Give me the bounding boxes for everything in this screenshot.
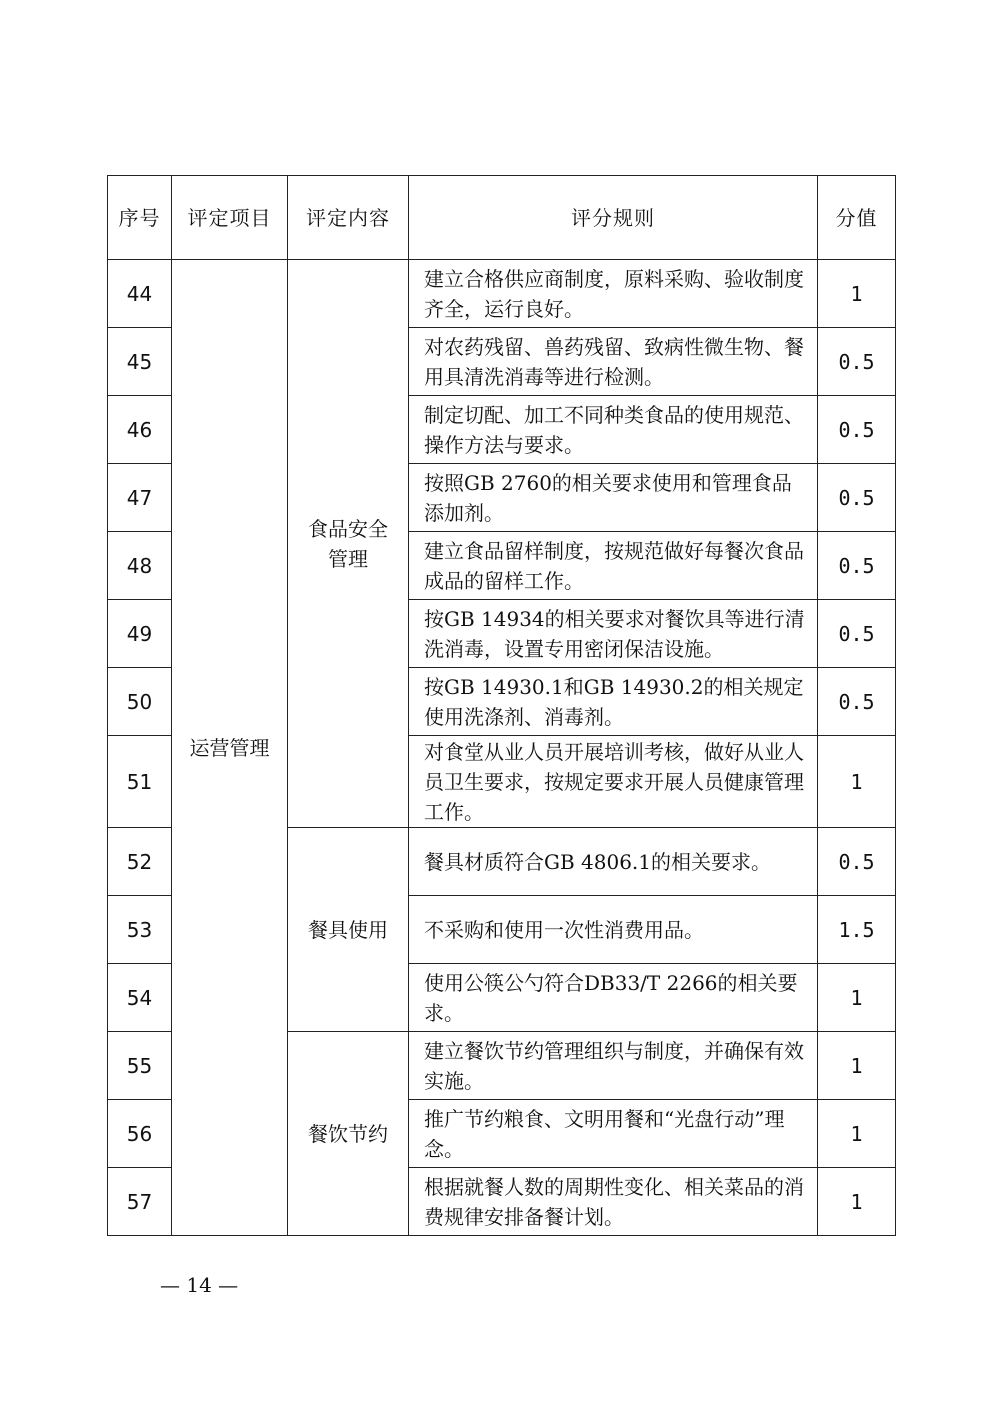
rule-cell: 建立餐饮节约管理组织与制度，并确保有效实施。 (409, 1032, 818, 1100)
table-row (108, 260, 896, 328)
content-cell (288, 1032, 409, 1236)
rule-cell: 根据就餐人数的周期性变化、相关菜品的消费规律安排备餐计划。 (409, 1168, 818, 1236)
score-cell: 0.5 (818, 828, 896, 896)
score-cell: 0.5 (818, 396, 896, 464)
row-number: 48 (108, 532, 172, 600)
rule-cell: 建立食品留样制度，按规范做好每餐次食品成品的留样工作。 (409, 532, 818, 600)
row-number: 46 (108, 396, 172, 464)
score-cell: 1 (818, 736, 896, 828)
row-number: 47 (108, 464, 172, 532)
row-number: 55 (108, 1032, 172, 1100)
header-row (108, 176, 896, 260)
score-cell: 1 (818, 260, 896, 328)
row-number: 53 (108, 896, 172, 964)
content-cell (288, 260, 409, 828)
score-cell: 1.5 (818, 896, 896, 964)
header-rule: 评分规则 (409, 176, 818, 260)
rule-cell: 建立合格供应商制度，原料采购、验收制度齐全，运行良好。 (409, 260, 818, 328)
row-number: 45 (108, 328, 172, 396)
row-number: 49 (108, 600, 172, 668)
score-cell: 1 (818, 1100, 896, 1168)
header-item: 评定项目 (172, 176, 288, 260)
scoring-table (107, 175, 896, 1236)
rule-cell: 按照GB 2760的相关要求使用和管理食品添加剂。 (409, 464, 818, 532)
row-number: 54 (108, 964, 172, 1032)
header-content: 评定内容 (288, 176, 409, 260)
page-number: — 14 — (160, 1273, 239, 1297)
content-cell (288, 828, 409, 1032)
table-body (108, 260, 896, 1236)
score-cell: 0.5 (818, 668, 896, 736)
header-num: 序号 (108, 176, 172, 260)
rule-cell: 餐具材质符合GB 4806.1的相关要求。 (409, 828, 818, 896)
row-number: 50 (108, 668, 172, 736)
rule-cell: 按GB 14930.1和GB 14930.2的相关规定使用洗涤剂、消毒剂。 (409, 668, 818, 736)
score-cell: 0.5 (818, 600, 896, 668)
rule-cell: 对食堂从业人员开展培训考核，做好从业人员卫生要求，按规定要求开展人员健康管理工作。 (409, 736, 818, 828)
content-line: 食品安全 (308, 516, 388, 541)
row-number: 44 (108, 260, 172, 328)
score-cell: 0.5 (818, 532, 896, 600)
score-cell: 1 (818, 964, 896, 1032)
content-line: 管理 (328, 546, 368, 571)
rule-cell: 制定切配、加工不同种类食品的使用规范、操作方法与要求。 (409, 396, 818, 464)
rule-cell: 不采购和使用一次性消费用品。 (409, 896, 818, 964)
rule-cell: 推广节约粮食、文明用餐和“光盘行动”理念。 (409, 1100, 818, 1168)
item-cell: 运营管理 (172, 260, 288, 1236)
rule-cell: 对农药残留、兽药残留、致病性微生物、餐用具清洗消毒等进行检测。 (409, 328, 818, 396)
row-number: 52 (108, 828, 172, 896)
content-line: 餐饮节约 (308, 1121, 388, 1146)
score-cell: 1 (818, 1032, 896, 1100)
score-cell: 0.5 (818, 464, 896, 532)
header-score: 分值 (818, 176, 896, 260)
rule-cell: 按GB 14934的相关要求对餐饮具等进行清洗消毒，设置专用密闭保洁设施。 (409, 600, 818, 668)
score-cell: 1 (818, 1168, 896, 1236)
row-number: 57 (108, 1168, 172, 1236)
score-cell: 0.5 (818, 328, 896, 396)
rule-cell: 使用公筷公勺符合DB33/T 2266的相关要求。 (409, 964, 818, 1032)
row-number: 51 (108, 736, 172, 828)
content-line: 餐具使用 (308, 917, 388, 942)
row-number: 56 (108, 1100, 172, 1168)
